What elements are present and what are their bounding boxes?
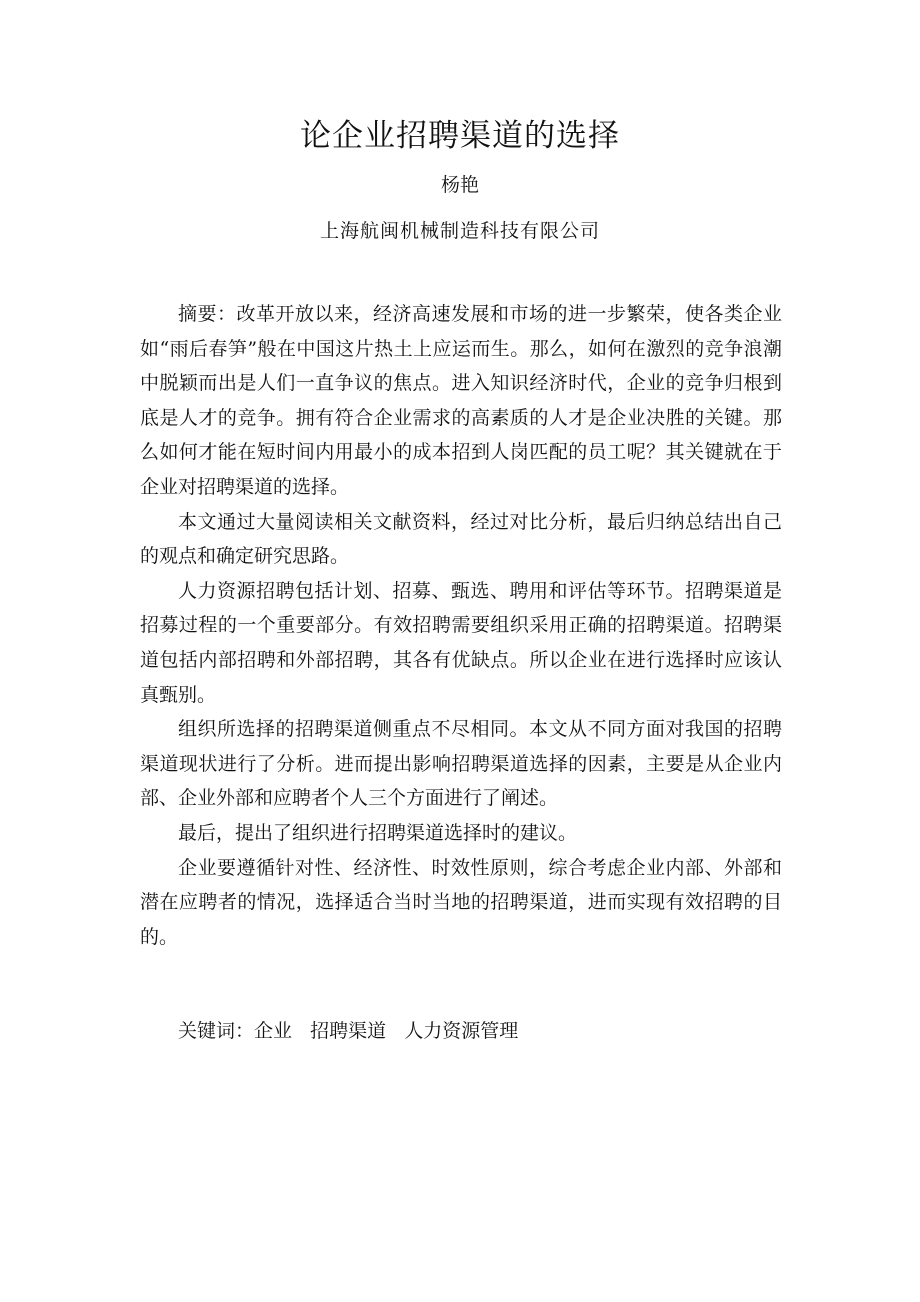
- abstract-paragraph: 人力资源招聘包括计划、招募、甄选、聘用和评估等环节。招聘渠道是招募过程的一个重要部分。有效招聘需要组织采用正确的招聘渠道。招聘渠道包括内部招聘和外部招聘，其各有优缺点。所以企业在进行选择时应该认真甄别。: [140, 579, 782, 706]
- abstract-paragraph: 组织所选择的招聘渠道侧重点不尽相同。本文从不同方面对我国的招聘渠道现状进行了分析。进而提出影响招聘渠道选择的因素，主要是从企业内部、企业外部和应聘者个人三个方面进行了阐述。: [140, 718, 782, 810]
- abstract-paragraph: 最后，提出了组织进行招聘渠道选择时的建议。: [178, 821, 578, 844]
- paper-title: 论企业招聘渠道的选择: [300, 118, 620, 154]
- keywords-line: 关键词：企业 招聘渠道 人力资源管理: [178, 1020, 519, 1042]
- abstract-paragraph: 企业要遵循针对性、经济性、时效性原则，综合考虑企业内部、外部和潜在应聘者的情况，选择适合当时当地的招聘渠道，进而实现有效招聘的目的。: [140, 856, 782, 948]
- abstract-paragraph: 本文通过大量阅读相关文献资料，经过对比分析，最后归纳总结出自己的观点和确定研究思路。: [140, 510, 782, 568]
- abstract-paragraph: 摘要：改革开放以来，经济高速发展和市场的进一步繁荣，使各类企业如“雨后春笋”般在中国这片热土上应运而生。那么，如何在激烈的竞争浪潮中脱颖而出是人们一直争议的焦点。进入知识经济时代，企业的竞争归根到底是人才的竞争。拥有符合企业需求的高素质的人才是企业决胜的关键。那么如何才能在短时间内用最小的成本招到人岗匹配的员工呢？其关键就在于企业对招聘渠道的选择。: [140, 303, 782, 498]
- author-affiliation: 上海航闽机械制造科技有限公司: [319, 220, 600, 242]
- abstract-section: [140, 297, 782, 954]
- author-name: 杨艳: [440, 174, 479, 196]
